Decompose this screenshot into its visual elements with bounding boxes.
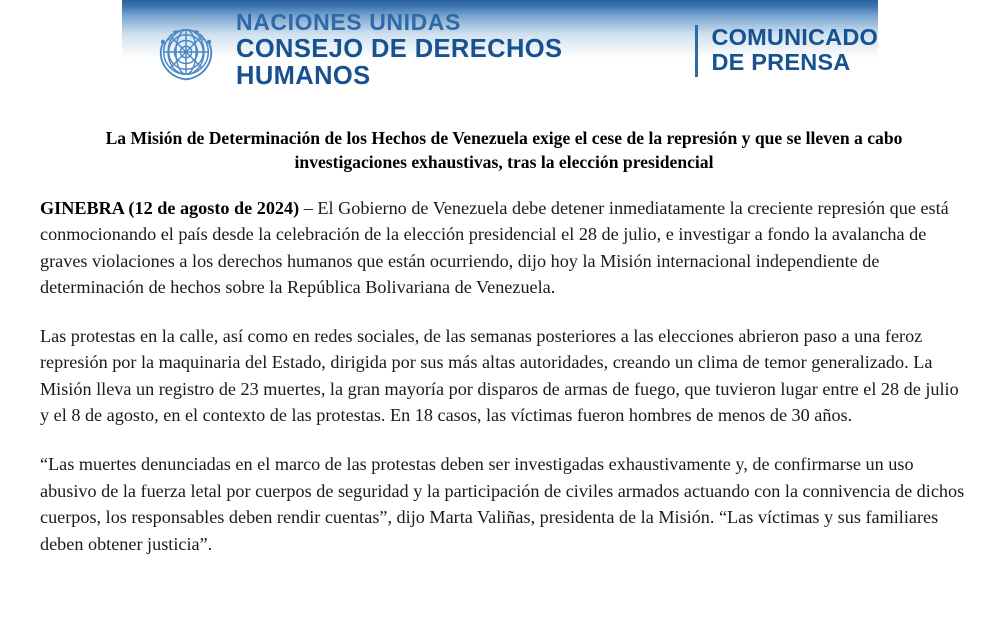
paragraph-3: “Las muertes denunciadas en el marco de las protestas deben ser investigadas exhaustivamente y, de confirmarse un uso abusivo de la fuerza letal por cuerpos de seguridad y la participación de civiles armados actuando con la connivencia de dichos cuerpos, los responsables deben rendir cuentas”, dijo Marta Valiñas, presidenta de la Misión. “Las víctimas y sus familiares deben obtener justicia”. — [40, 454, 965, 554]
press-line1: COMUNICADO — [711, 23, 878, 50]
press-release-label — [712, 25, 879, 76]
document-body — [40, 126, 968, 579]
press-line2: DE PRENSA — [711, 49, 851, 75]
page-title: La Misión de Determinación de los Hechos de Venezuela exige el cese de la represión y que se lleven a cabo investigaciones exhaustivas, tras la elección presidencial — [105, 128, 903, 173]
un-emblem-icon — [150, 16, 222, 88]
dateline: GINEBRA (12 de agosto de 2024) — [40, 197, 300, 218]
vertical-divider — [695, 25, 698, 77]
paragraph-1 — [40, 195, 968, 301]
paragraph-2: Las protestas en la calle, así como en redes sociales, de las semanas posteriores a las elecciones abrieron paso a una feroz represión por la maquinaria del Estado, dirigida por sus más altas autoridades, creando un clima de temor generalizado. La Misión lleva un registro de 23 muertes, la gran mayoría por disparos de armas de fuego, que tuvieron lugar entre el 28 de julio y el 8 de agosto, en el contexto de las protestas. En 18 casos, las víctimas fueron hombres de menos de 30 años. — [40, 325, 959, 426]
org-line1: NACIONES UNIDAS — [236, 8, 461, 35]
paragraph-1-text: – El Gobierno de Venezuela debe detener inmediatamente la creciente represión que está conmocionando el país desde la celebración de la elección presidencial el 28 de julio, e investigar a fondo la avalancha de graves violaciones a los derechos humanos que están ocurriendo, dijo hoy la Misión internacional independiente de determinación de hechos sobre la República Bolivariana de Venezuela. — [40, 197, 949, 298]
organization-titles — [236, 10, 673, 90]
header-banner-content — [122, 0, 878, 100]
org-line2: CONSEJO DE DERECHOS HUMANOS — [236, 35, 563, 91]
header-banner — [122, 0, 878, 100]
